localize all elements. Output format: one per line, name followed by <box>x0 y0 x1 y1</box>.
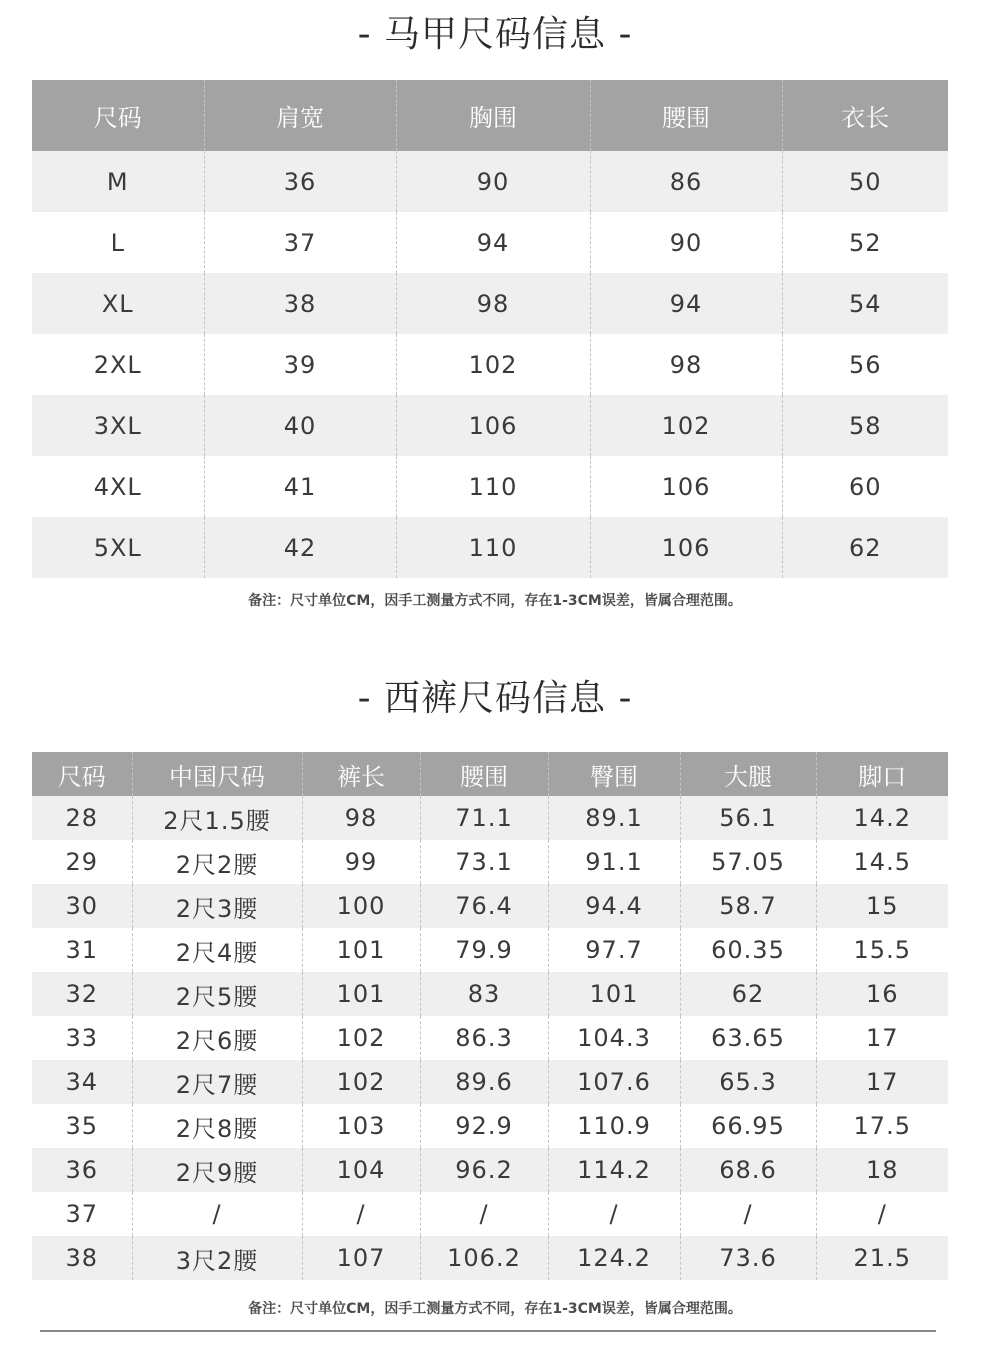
pants-table-cell: 14.2 <box>816 796 948 840</box>
vest-table-cell: 102 <box>590 395 782 456</box>
pants-header-cell: 臀围 <box>548 752 680 796</box>
vest-table-cell: L <box>32 212 204 273</box>
vest-table-cell: 4XL <box>32 456 204 517</box>
pants-table-cell: 83 <box>420 972 548 1016</box>
vest-table-cell: 40 <box>204 395 396 456</box>
pants-table-cell: / <box>816 1192 948 1236</box>
vest-header-cell: 胸围 <box>396 80 590 151</box>
pants-table-cell: 101 <box>302 972 420 1016</box>
pants-table-cell: 2尺1.5腰 <box>132 796 302 840</box>
vest-table-cell: 50 <box>782 151 948 212</box>
pants-header-cell: 大腿 <box>680 752 816 796</box>
vest-table-cell: 38 <box>204 273 396 334</box>
pants-table-cell: 17 <box>816 1060 948 1104</box>
pants-table-cell: 17 <box>816 1016 948 1060</box>
pants-table-cell: 124.2 <box>548 1236 680 1280</box>
vest-table-cell: 98 <box>590 334 782 395</box>
pants-table-cell: 62 <box>680 972 816 1016</box>
pants-table-cell: 91.1 <box>548 840 680 884</box>
pants-table-row <box>32 928 948 972</box>
pants-table-cell: 31 <box>32 928 132 972</box>
vest-table-row <box>32 517 948 578</box>
pants-table-cell: 58.7 <box>680 884 816 928</box>
vest-table-cell: 106 <box>590 456 782 517</box>
pants-table-cell: 37 <box>32 1192 132 1236</box>
pants-table-cell: 89.1 <box>548 796 680 840</box>
vest-table-cell: 110 <box>396 517 590 578</box>
vest-table-cell: 90 <box>396 151 590 212</box>
vest-table-cell: 42 <box>204 517 396 578</box>
pants-table-cell: 18 <box>816 1148 948 1192</box>
bottom-divider <box>40 1330 936 1332</box>
pants-table-cell: 65.3 <box>680 1060 816 1104</box>
pants-table-cell: 94.4 <box>548 884 680 928</box>
pants-header-row <box>32 752 948 796</box>
pants-table-cell: 2尺8腰 <box>132 1104 302 1148</box>
pants-table-cell: 33 <box>32 1016 132 1060</box>
pants-note: 备注：尺寸单位CM，因手工测量方式不同，存在1-3CM误差，皆属合理范围。 <box>248 1301 742 1317</box>
pants-header-cell: 尺码 <box>32 752 132 796</box>
vest-table-cell: 94 <box>396 212 590 273</box>
pants-table-cell: 73.1 <box>420 840 548 884</box>
pants-table-row <box>32 1236 948 1280</box>
pants-table-cell: 107 <box>302 1236 420 1280</box>
pants-header-cell: 裤长 <box>302 752 420 796</box>
pants-table-row <box>32 1148 948 1192</box>
pants-table-cell: 114.2 <box>548 1148 680 1192</box>
pants-table-cell: 89.6 <box>420 1060 548 1104</box>
pants-table-cell: 63.65 <box>680 1016 816 1060</box>
vest-table-cell: 5XL <box>32 517 204 578</box>
pants-table-cell: 92.9 <box>420 1104 548 1148</box>
vest-table-cell: 94 <box>590 273 782 334</box>
pants-table-cell: 14.5 <box>816 840 948 884</box>
pants-table-cell: 15 <box>816 884 948 928</box>
pants-table-cell: 2尺2腰 <box>132 840 302 884</box>
vest-table-cell: 54 <box>782 273 948 334</box>
vest-table-cell: 56 <box>782 334 948 395</box>
pants-table-cell: 76.4 <box>420 884 548 928</box>
vest-table-cell: XL <box>32 273 204 334</box>
pants-table-cell: 107.6 <box>548 1060 680 1104</box>
pants-table-cell: 99 <box>302 840 420 884</box>
pants-table-row <box>32 972 948 1016</box>
pants-table-cell: 106.2 <box>420 1236 548 1280</box>
pants-header-cell: 中国尺码 <box>132 752 302 796</box>
vest-table-cell: 106 <box>590 517 782 578</box>
pants-table-cell: 68.6 <box>680 1148 816 1192</box>
pants-table-cell: 102 <box>302 1016 420 1060</box>
pants-table-cell: 104 <box>302 1148 420 1192</box>
pants-table-cell: 3尺2腰 <box>132 1236 302 1280</box>
pants-table-row <box>32 1060 948 1104</box>
vest-header-cell: 腰围 <box>590 80 782 151</box>
pants-table-cell: 30 <box>32 884 132 928</box>
pants-table-cell: 36 <box>32 1148 132 1192</box>
pants-table-cell: 2尺3腰 <box>132 884 302 928</box>
pants-table-cell: 100 <box>302 884 420 928</box>
vest-table-cell: 62 <box>782 517 948 578</box>
pants-table-cell: 104.3 <box>548 1016 680 1060</box>
vest-table-cell: 98 <box>396 273 590 334</box>
pants-table-cell: 17.5 <box>816 1104 948 1148</box>
pants-table-cell: 2尺7腰 <box>132 1060 302 1104</box>
pants-table-cell: 2尺5腰 <box>132 972 302 1016</box>
pants-table-cell: 2尺6腰 <box>132 1016 302 1060</box>
pants-table-cell: 16 <box>816 972 948 1016</box>
pants-table-cell: 97.7 <box>548 928 680 972</box>
pants-table-row <box>32 1016 948 1060</box>
pants-table-cell: 29 <box>32 840 132 884</box>
vest-header-cell: 尺码 <box>32 80 204 151</box>
pants-table-cell: / <box>302 1192 420 1236</box>
vest-table-cell: 41 <box>204 456 396 517</box>
pants-table-cell: 32 <box>32 972 132 1016</box>
pants-table-cell: 73.6 <box>680 1236 816 1280</box>
pants-table-cell: 86.3 <box>420 1016 548 1060</box>
pants-table-cell: 57.05 <box>680 840 816 884</box>
vest-table-cell: 3XL <box>32 395 204 456</box>
pants-table-cell: 35 <box>32 1104 132 1148</box>
vest-table-row <box>32 151 948 212</box>
pants-table-cell: / <box>420 1192 548 1236</box>
vest-table-row <box>32 273 948 334</box>
vest-table-cell: 37 <box>204 212 396 273</box>
pants-table-cell: 28 <box>32 796 132 840</box>
pants-table-cell: 21.5 <box>816 1236 948 1280</box>
pants-size-table <box>32 752 948 1280</box>
vest-table-row <box>32 212 948 273</box>
vest-header-row <box>32 80 948 151</box>
pants-table-row <box>32 840 948 884</box>
pants-header-cell: 脚口 <box>816 752 948 796</box>
pants-table-cell: 79.9 <box>420 928 548 972</box>
pants-table-cell: 2尺9腰 <box>132 1148 302 1192</box>
vest-size-table <box>32 80 948 578</box>
pants-table-cell: 101 <box>548 972 680 1016</box>
pants-table-cell: 101 <box>302 928 420 972</box>
vest-table-cell: 58 <box>782 395 948 456</box>
vest-table-cell: 86 <box>590 151 782 212</box>
vest-header-cell: 衣长 <box>782 80 948 151</box>
vest-table-cell: 36 <box>204 151 396 212</box>
vest-table-cell: 52 <box>782 212 948 273</box>
pants-table-cell: 102 <box>302 1060 420 1104</box>
pants-table-cell: 60.35 <box>680 928 816 972</box>
vest-table-row <box>32 334 948 395</box>
vest-table-cell: 110 <box>396 456 590 517</box>
pants-table-row <box>32 1104 948 1148</box>
vest-table-row <box>32 395 948 456</box>
pants-header-cell: 腰围 <box>420 752 548 796</box>
vest-table-cell: 102 <box>396 334 590 395</box>
vest-table-cell: 106 <box>396 395 590 456</box>
pants-table-row <box>32 884 948 928</box>
pants-table-cell: 103 <box>302 1104 420 1148</box>
pants-table-cell: 110.9 <box>548 1104 680 1148</box>
pants-table-cell: 38 <box>32 1236 132 1280</box>
vest-table-cell: 39 <box>204 334 396 395</box>
pants-table-cell: / <box>132 1192 302 1236</box>
pants-table-row <box>32 1192 948 1236</box>
vest-table-cell: 60 <box>782 456 948 517</box>
pants-table-cell: 96.2 <box>420 1148 548 1192</box>
pants-table-cell: 71.1 <box>420 796 548 840</box>
pants-table-cell: 15.5 <box>816 928 948 972</box>
vest-table-cell: M <box>32 151 204 212</box>
pants-table-row <box>32 796 948 840</box>
pants-table-cell: / <box>548 1192 680 1236</box>
pants-table-cell: 34 <box>32 1060 132 1104</box>
pants-size-title: - 西裤尺码信息 - <box>357 678 633 719</box>
vest-table-row <box>32 456 948 517</box>
vest-note: 备注：尺寸单位CM，因手工测量方式不同，存在1-3CM误差，皆属合理范围。 <box>248 593 742 609</box>
pants-table-cell: / <box>680 1192 816 1236</box>
vest-table-cell: 2XL <box>32 334 204 395</box>
vest-header-cell: 肩宽 <box>204 80 396 151</box>
pants-table-cell: 66.95 <box>680 1104 816 1148</box>
vest-size-title: - 马甲尺码信息 - <box>357 14 633 55</box>
vest-table-cell: 90 <box>590 212 782 273</box>
pants-table-cell: 2尺4腰 <box>132 928 302 972</box>
pants-table-cell: 56.1 <box>680 796 816 840</box>
pants-table-cell: 98 <box>302 796 420 840</box>
